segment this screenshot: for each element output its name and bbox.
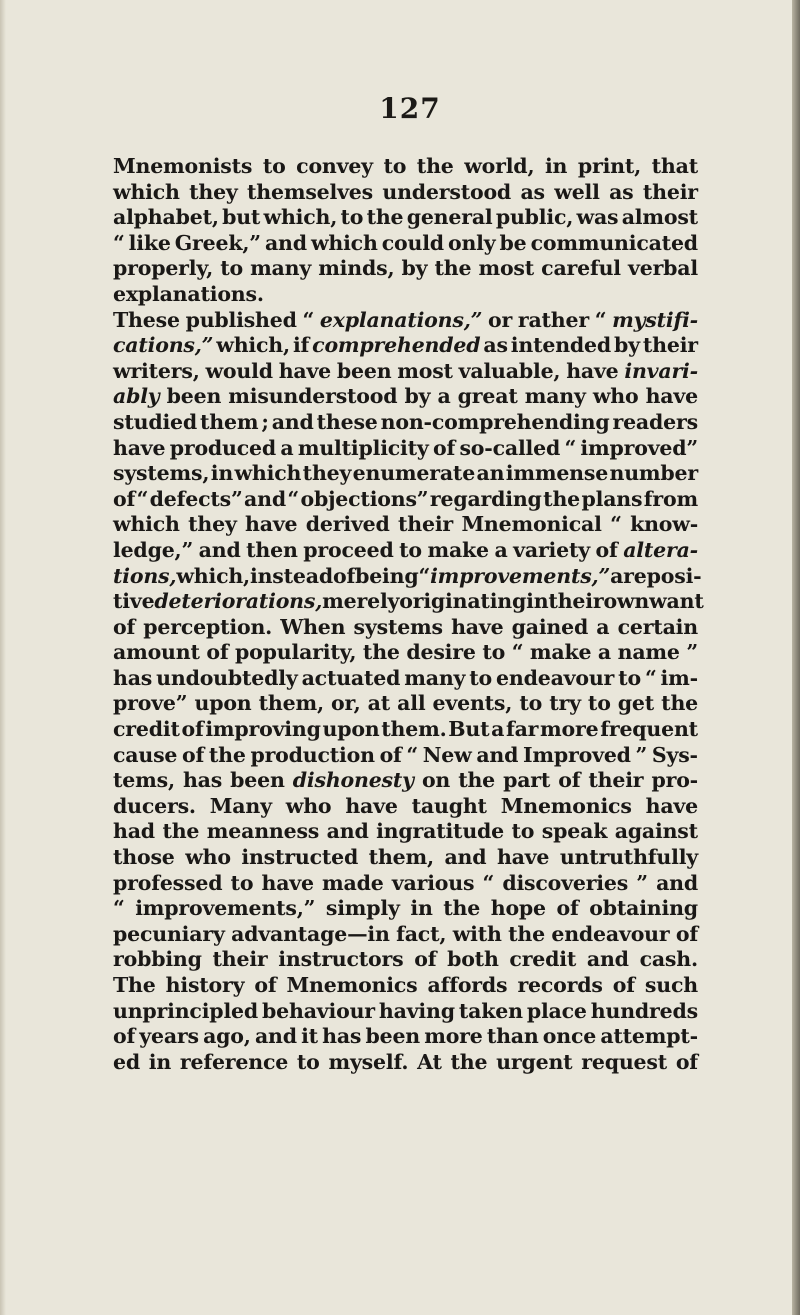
text-line: had the meanness and ingratitude to speak against xyxy=(113,819,698,844)
text-line: prove” upon them, or, at all events, to try to get the xyxy=(113,691,698,716)
text-line: writers, would have been most valuable, have invari- xyxy=(113,358,698,383)
text-line: “ improvements,” simply in the hope of obtaining xyxy=(113,896,698,921)
text-line: cations,” which, if comprehended as intended by their xyxy=(113,333,698,358)
text-line: professed to have made various “ discoveries ” and xyxy=(113,870,698,895)
text-line: properly, to many minds, by the most careful verbal xyxy=(113,256,698,281)
text-line: studied them ; and these non-comprehending readers xyxy=(113,409,698,434)
text-line: unprincipled behaviour having taken place hundreds xyxy=(113,998,698,1023)
page-left-edge xyxy=(0,0,6,1315)
text-line: amount of popularity, the desire to “ make a name ” xyxy=(113,640,698,665)
text-line: ledge,” and then proceed to make a variety of altera- xyxy=(113,537,698,562)
text-line: has undoubtedly actuated many to endeavour to “ im- xyxy=(113,665,698,690)
text-line: tions, which, instead of being “ improvements,” are posi- xyxy=(113,563,702,588)
text-line: ably been misunderstood by a great many who have xyxy=(113,384,698,409)
text-line: Mnemonists to convey to the world, in print, that xyxy=(113,154,698,178)
text-line: ducers. Many who have taught Mnemonics have xyxy=(113,793,698,818)
body-text xyxy=(113,154,704,1075)
page-number: 127 xyxy=(379,92,441,125)
text-line: tive deteriorations, merely originating in their own want xyxy=(113,589,704,614)
text-line: ed in reference to myself. At the urgent request of xyxy=(113,1049,698,1074)
text-line: of “ defects” and “ objections” regarding the plans from xyxy=(113,486,698,511)
text-line: which they have derived their Mnemonical “ know- xyxy=(113,512,698,537)
text-line: credit of improving upon them. But a far more frequent xyxy=(113,717,698,742)
text-line: pecuniary advantage—in fact, with the endeavour of xyxy=(113,921,698,946)
text-line: have produced a multiplicity of so-called “ improved” xyxy=(113,435,698,460)
page-right-edge-shadow xyxy=(792,0,800,1315)
text-line: alphabet, but which, to the general public, was almost xyxy=(113,205,698,230)
text-line: of years ago, and it has been more than once attempt- xyxy=(113,1024,698,1049)
text-line: which they themselves understood as well as their xyxy=(113,179,698,204)
text-line: explanations. xyxy=(113,281,264,306)
text-line: “ like Greek,” and which could only be communicated xyxy=(113,230,698,255)
text-line: of perception. When systems have gained a certain xyxy=(113,614,698,639)
text-line: those who instructed them, and have untruthfully xyxy=(113,845,698,870)
text-line: systems, in which they enumerate an immense number xyxy=(113,461,698,486)
text-line: These published “ explanations,” or rather “ mystifi- xyxy=(113,307,698,332)
text-line: tems, has been dishonesty on the part of their pro- xyxy=(113,768,698,793)
text-line: cause of the production of “ New and Improved ” Sys- xyxy=(113,742,698,767)
text-line: robbing their instructors of both credit and cash. xyxy=(113,947,698,972)
text-line: The history of Mnemonics affords records of such xyxy=(113,973,698,997)
